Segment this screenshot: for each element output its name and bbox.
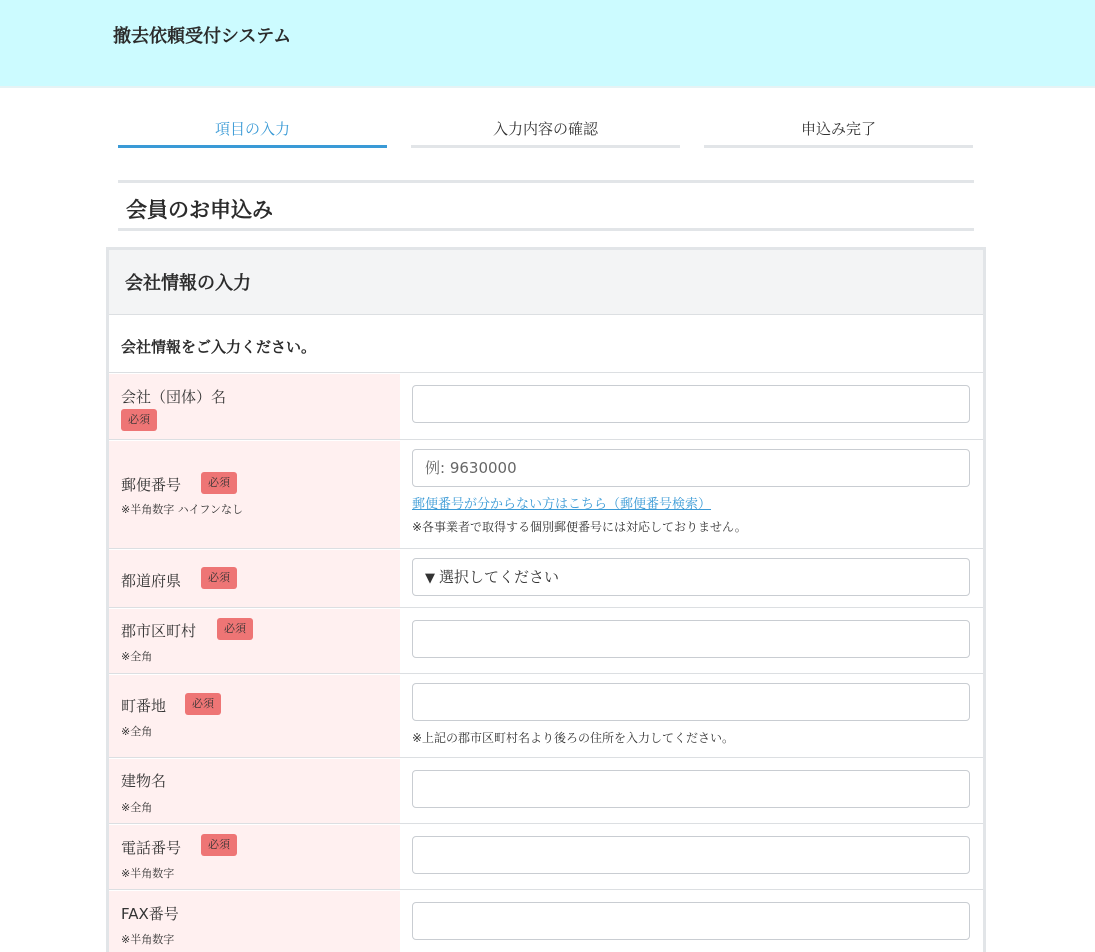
street-help-text: ※上記の郡市区町村名より後ろの住所を入力してください。 [412,731,735,745]
fax-input[interactable] [412,902,970,940]
panel-lead-text: 会社情報をご入力ください。 [121,338,317,356]
app-header [0,0,1095,88]
company-info-panel [106,247,986,952]
field-label-city: 郡市区町村 [121,622,197,640]
field-label-cell [109,441,400,548]
step-confirm: 入力内容の確認 [411,118,680,148]
field-note-fax: ※半角数字 [121,933,175,946]
field-note-postal: ※半角数字 ハイフンなし [121,503,243,516]
field-label-cell [109,675,400,757]
form-row-phone [109,825,983,890]
form-row-building [109,759,983,824]
app-title: 撤去依頼受付システム [113,26,292,47]
field-label-cell [109,374,400,439]
field-note-phone: ※半角数字 [121,867,175,880]
required-badge: 必須 [217,618,253,640]
panel-lead [109,316,983,373]
progress-steps [118,118,974,150]
field-label-building: 建物名 [121,772,167,790]
required-badge: 必須 [201,567,237,589]
postal-help-text: ※各事業者で取得する個別郵便番号には対応しておりません。 [412,520,747,534]
postal-code-input[interactable] [412,449,970,487]
field-label-cell [109,825,400,889]
required-badge: 必須 [201,472,237,494]
form-row-street [109,675,983,758]
street-input[interactable] [412,683,970,721]
page-title-bar [118,180,974,231]
page-title: 会員のお申込み [126,198,273,222]
field-label-cell [109,550,400,607]
field-note-street: ※全角 [121,725,153,738]
postal-search-link[interactable]: 郵便番号が分からない方はこちら（郵便番号検索） [412,497,712,512]
form-row-city [109,609,983,674]
dropdown-triangle-icon: ▼ [425,571,435,586]
city-input[interactable] [412,620,970,658]
field-label-cell [109,759,400,823]
panel-title: 会社情報の入力 [125,273,251,294]
required-badge: 必須 [121,409,157,431]
field-note-city: ※全角 [121,650,153,663]
panel-header [109,250,983,315]
building-input[interactable] [412,770,970,808]
prefecture-selected-value: 選択してください [439,568,560,586]
step-complete: 申込み完了 [704,118,973,148]
field-label-phone: 電話番号 [121,839,182,857]
form-row-fax [109,891,983,952]
field-label-cell [109,891,400,952]
field-label-cell [109,609,400,673]
field-label-company: 会社（団体）名 [121,388,227,406]
field-label-prefecture: 都道府県 [121,572,182,590]
field-label-fax: FAX番号 [121,905,179,923]
form-row-company [109,374,983,440]
company-name-input[interactable] [412,385,970,423]
field-note-building: ※全角 [121,801,153,814]
form-row-prefecture [109,550,983,608]
step-input: 項目の入力 [118,118,387,148]
field-label-street: 町番地 [121,697,167,715]
required-badge: 必須 [201,834,237,856]
form-row-postal [109,441,983,549]
required-badge: 必須 [185,693,221,715]
phone-input[interactable] [412,836,970,874]
prefecture-select[interactable] [412,558,970,596]
field-label-postal: 郵便番号 [121,476,182,494]
